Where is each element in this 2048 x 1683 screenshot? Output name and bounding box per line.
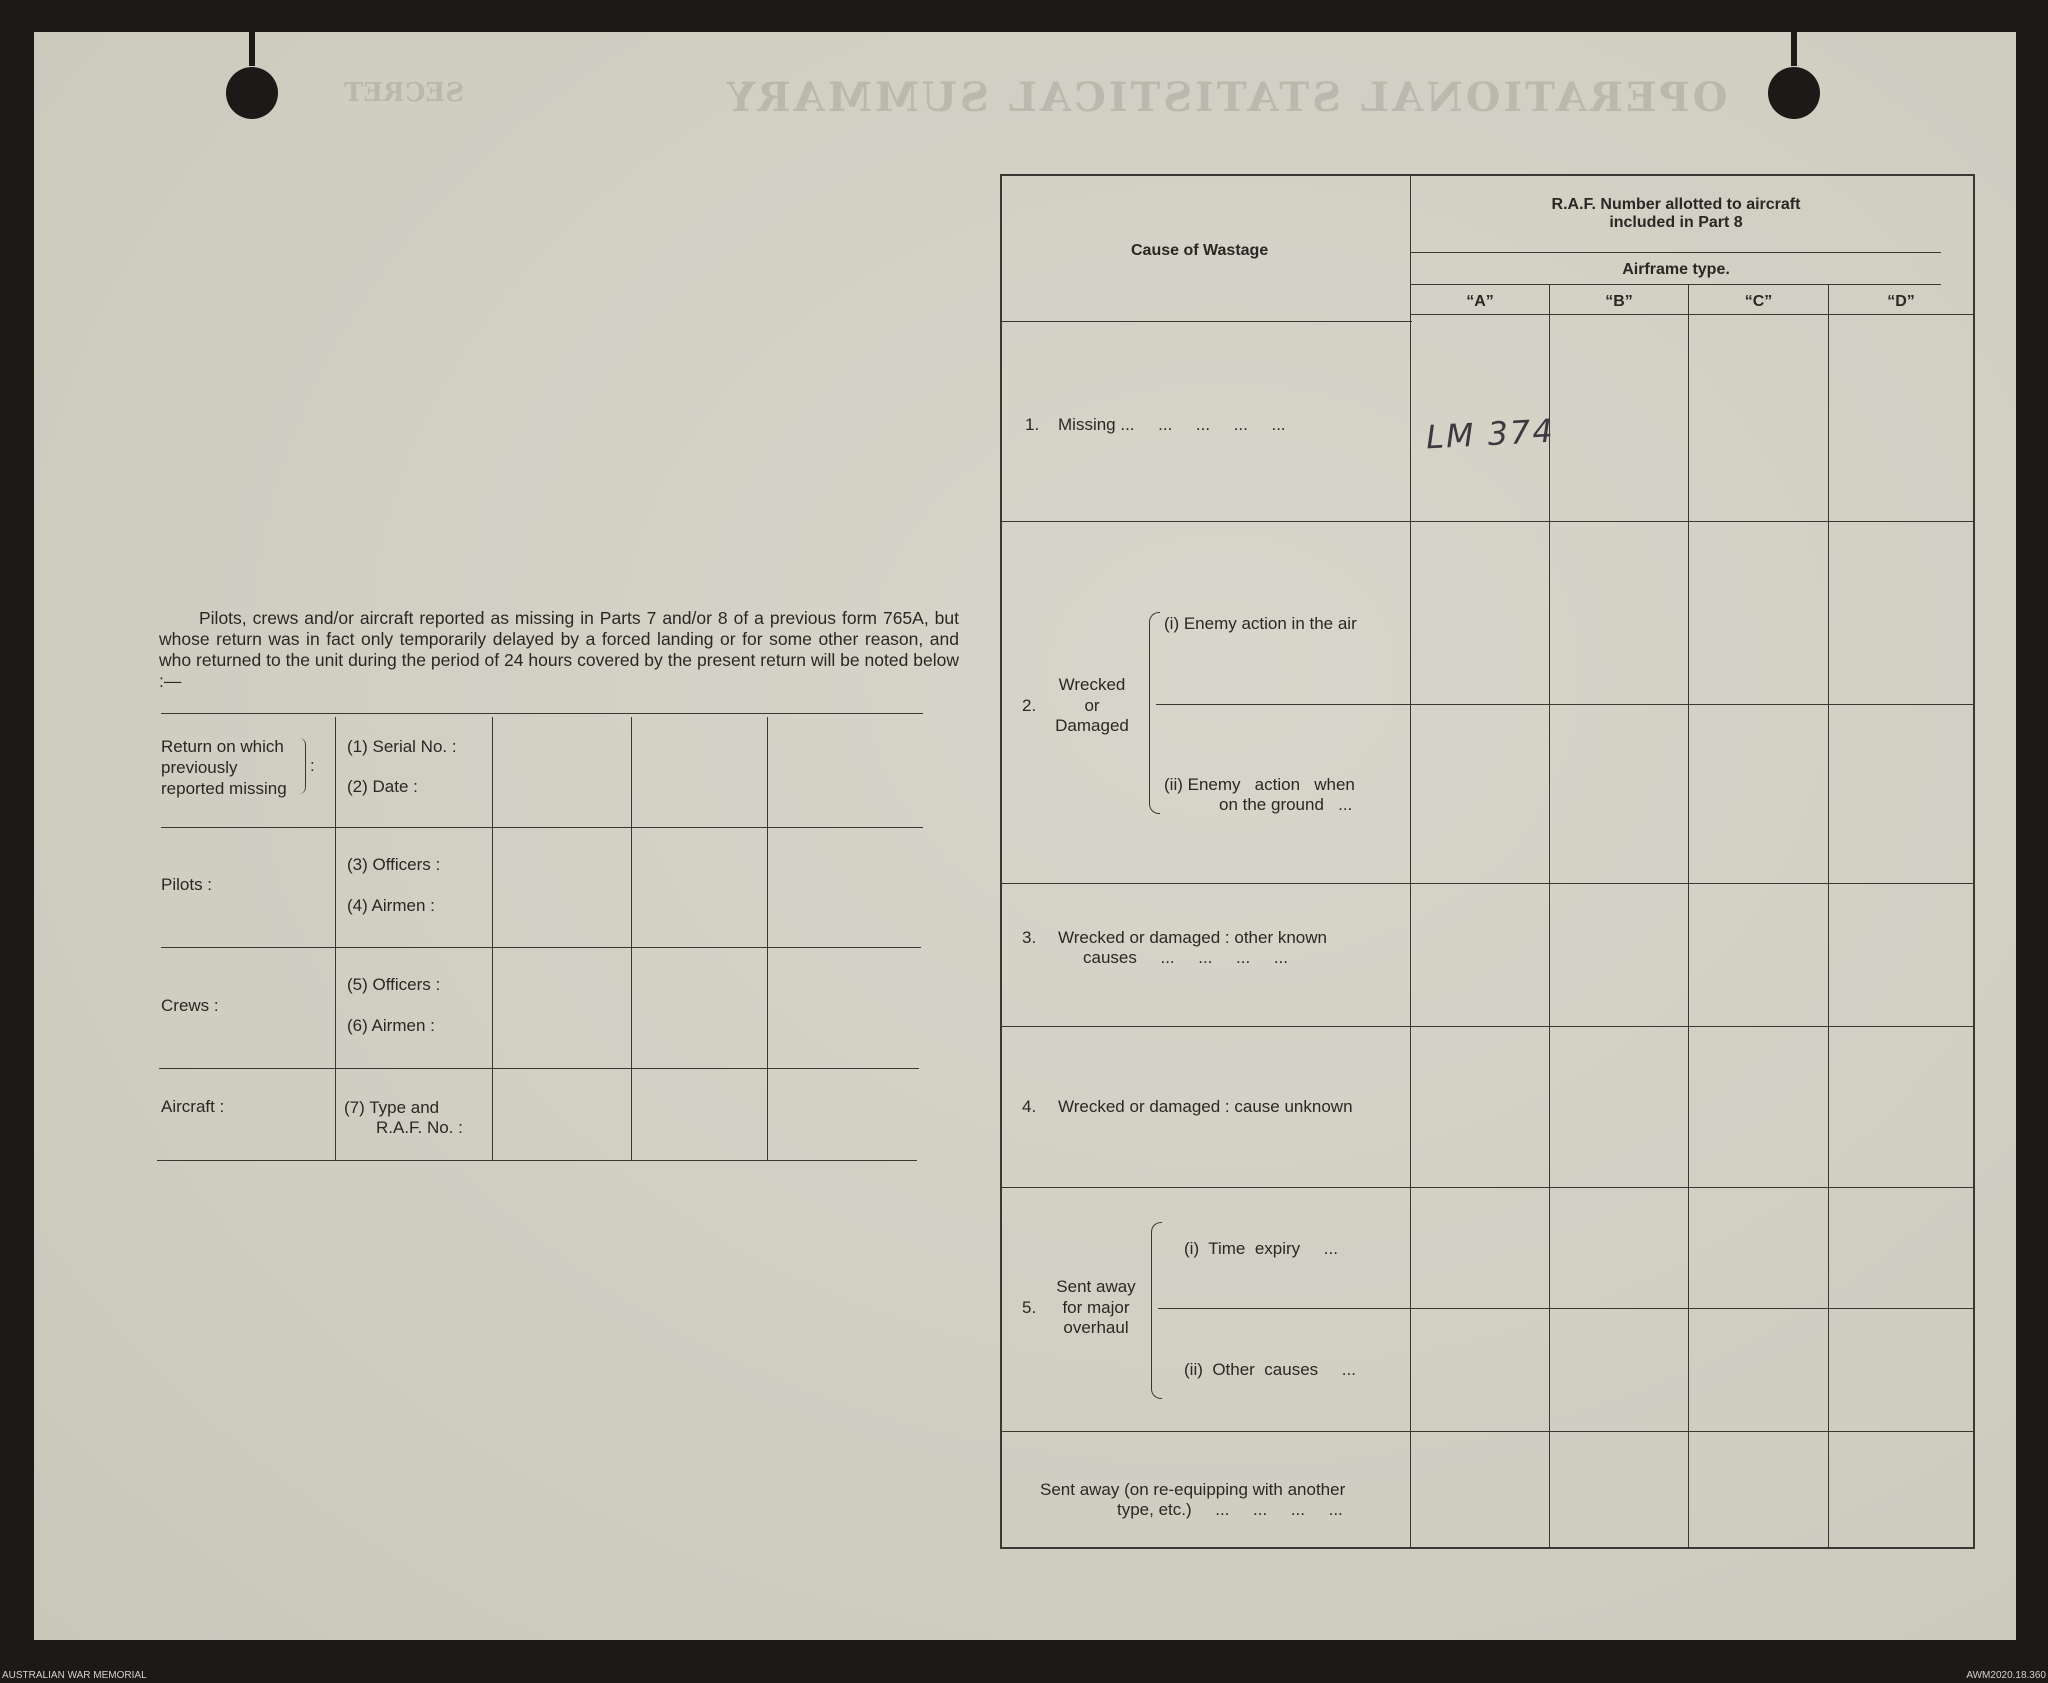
row2-enemy-ground-1: (ii) Enemy action when (1164, 775, 1355, 794)
return-label-1: Return on which (161, 737, 284, 756)
row3-number: 3. (1022, 928, 1037, 947)
row3-label-2: causes ... ... ... ... (1083, 948, 1289, 967)
row5-other-causes: (ii) Other causes ... (1184, 1360, 1356, 1379)
return-label-2: previously (161, 758, 238, 777)
date-label: (2) Date : (347, 777, 418, 796)
row2-brace (1149, 612, 1160, 814)
row5-label-2: for major (1062, 1298, 1130, 1317)
col-b-header: “B” (1605, 293, 1633, 310)
row2-enemy-ground-2: on the ground ... (1219, 795, 1353, 814)
row2-label-1: Wrecked (1058, 675, 1126, 694)
raf-header-line1: R.A.F. Number allotted to aircraft (1551, 196, 1801, 213)
crews-airmen-label: (6) Airmen : (347, 1016, 435, 1035)
archive-caption-left: AUSTRALIAN WAR MEMORIAL (2, 1670, 147, 1681)
punch-hole-right (1768, 67, 1820, 119)
airframe-type-header: Airframe type. (1622, 261, 1730, 278)
row1-missing-label: Missing ... ... ... ... ... (1058, 415, 1286, 434)
row4-number: 4. (1022, 1097, 1037, 1116)
col-d-header: “D” (1887, 293, 1915, 310)
intro-paragraph: Pilots, crews and/or aircraft reported as missing in Parts 7 and/or 8 of a previous form 765A, but whose return was in fact only temporarily delayed by a forced landing or for some other reason, and who returned to the unit during the period of 24 hours covered by the present return will be noted below :— (159, 608, 959, 691)
crews-label: Crews : (161, 996, 219, 1015)
raf-header-line2: included in Part 8 (1609, 214, 1743, 231)
row3-label-1: Wrecked or damaged : other known (1058, 928, 1327, 947)
pilots-label: Pilots : (161, 875, 213, 894)
row2-enemy-air: (i) Enemy action in the air (1164, 614, 1357, 633)
col-a-header: “A” (1466, 293, 1494, 310)
handwritten-serial-entry: LM 374 (1425, 411, 1556, 457)
row5-time-expiry: (i) Time expiry ... (1184, 1239, 1338, 1258)
row5-label-3: overhaul (1063, 1318, 1129, 1337)
bleed-through-secret: SECRET (344, 78, 465, 108)
row5-number: 5. (1022, 1298, 1037, 1317)
archive-caption-right: AWM2020.18.360 (1966, 1670, 2046, 1681)
bleed-through-title: OPERATIONAL STATISTICAL SUMMARY (724, 74, 1728, 121)
return-label-3: reported missing (161, 779, 287, 798)
aircraft-label: Aircraft : (161, 1097, 225, 1116)
punch-slot-left (249, 32, 255, 66)
row6-label-2: type, etc.) ... ... ... ... (1117, 1500, 1343, 1519)
punch-hole-left (226, 67, 278, 119)
crews-officers-label: (5) Officers : (347, 975, 441, 994)
aircraft-type-label-1: (7) Type and (344, 1098, 440, 1117)
row5-brace (1151, 1222, 1162, 1399)
row5-label-1: Sent away (1056, 1277, 1136, 1296)
row2-number: 2. (1022, 696, 1037, 715)
aircraft-type-label-2: R.A.F. No. : (376, 1118, 463, 1137)
serial-no-label: (1) Serial No. : (347, 737, 457, 756)
pilots-officers-label: (3) Officers : (347, 855, 441, 874)
pilots-airmen-label: (4) Airmen : (347, 896, 435, 915)
cause-header: Cause of Wastage (1131, 242, 1269, 259)
col-c-header: “C” (1744, 293, 1773, 310)
document-sheet (34, 32, 2016, 1640)
row4-label: Wrecked or damaged : cause unknown (1058, 1097, 1353, 1116)
row1-number: 1. (1025, 415, 1040, 434)
row2-label-3: Damaged (1055, 716, 1129, 735)
return-label-colon: : (310, 756, 315, 775)
punch-slot-right (1791, 32, 1797, 66)
return-label-brace (299, 738, 306, 794)
row2-label-2: or (1084, 696, 1100, 715)
row6-label-1: Sent away (on re-equipping with another (1040, 1480, 1346, 1499)
